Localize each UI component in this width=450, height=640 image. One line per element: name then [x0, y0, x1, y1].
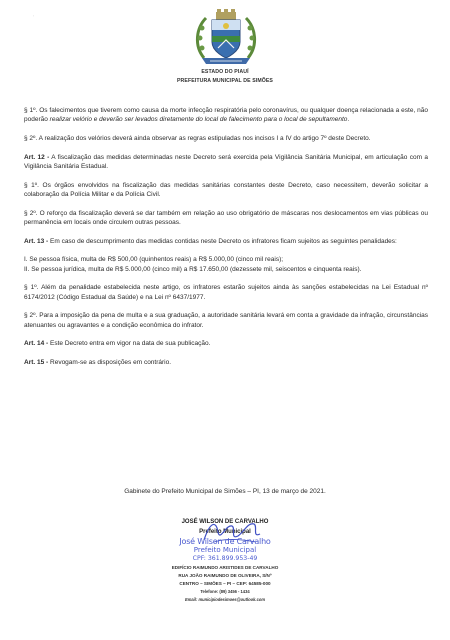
state-heading: ESTADO DO PIAUÍ: [201, 69, 249, 75]
article-14: [24, 339, 428, 348]
footer-street: RUA JOÃO RAIMUNDO DE OLIVEIRA, S/Nº: [178, 573, 272, 578]
footer-email: Email: municipiodesimoes@outlook.com: [185, 597, 265, 602]
penalty-item-1: I. Se pessoa física, multa de R$ 500,00 (quinhentos reais) a R$ 5.000,00 (cinco mil reais);: [24, 256, 284, 264]
paragraph-emphasis: realizar velório e deverão ser levados diretamente do local de falecimento para o local de sepultamento: [49, 116, 348, 124]
signatory-role: Prefeito Municipal: [199, 529, 251, 535]
paragraph-p2: [24, 134, 428, 143]
paragraph-text: Em caso de descumprimento das medidas contidas neste Decreto os infratores ficam sujeitos as seguintes penalidades:: [48, 237, 397, 245]
paragraph-p8: [24, 283, 428, 302]
footer-building: EDIFÍCIO RAIMUNDO ARISTIDES DE CARVALHO: [171, 565, 279, 570]
article-label: Art. 14 -: [24, 340, 49, 348]
paragraph-label: § 2º.: [24, 134, 38, 142]
footer-phone: Telefone: (89) 3456 - 1434: [200, 589, 250, 594]
paragraph-label: § 1º.: [24, 181, 39, 189]
paragraph-text: Este Decreto entra em vigor na data de sua publicação.: [48, 340, 211, 348]
article-label: Art. 12 -: [24, 153, 50, 161]
paragraph-label: § 2º.: [24, 209, 38, 217]
paragraph-text: Os falecimentos que tiverem como causa da morte infecção respiratória pelo coronavírus, ou qualquer doença relacionada a este, não poderão: [24, 107, 429, 124]
prefecture-heading: PREFEITURA MUNICIPAL DE SIMÕES: [177, 78, 273, 84]
paragraph-text: A realização dos velórios deverá ainda observar as regras estipuladas nos incisos I a IV do artigo 7º deste Decreto.: [37, 134, 371, 142]
article-15: [24, 358, 428, 367]
paragraph-text: .: [347, 116, 350, 124]
article-12: [24, 153, 428, 172]
article-label: Art. 15 -: [24, 358, 49, 366]
paragraph-p1: [24, 106, 428, 125]
paragraph-text: Além da penalidade estabelecida neste artigo, os infratores estarão sujeitos ainda às sanções estabelecidas na Lei Estadual nº 6174/2012 (Código Estadual da Saúde) e na Lei nº 6437/1977.: [24, 284, 429, 301]
paragraph-label: § 1º.: [24, 284, 39, 292]
penalty-item-2: II. Se pessoa jurídica, multa de R$ 5.000,00 (cinco mil) a R$ 17.650,00 (dezessete mil, seiscentos e cinquenta reais).: [24, 265, 362, 273]
stamp-name: José Wilson de Carvalho: [179, 537, 271, 546]
signatory-name: JOSÉ WILSON DE CARVALHO: [181, 519, 269, 525]
corner-mark: ': [33, 14, 34, 19]
decree-body: [24, 106, 428, 377]
paragraph-text: O reforço da fiscalização deverá se dar também em relação ao uso obrigatório de máscaras nos deslocamentos em vias públicas ou permanência em locais onde circulem outras pessoas.: [24, 209, 428, 226]
article-label: Art. 13 -: [24, 237, 49, 245]
paragraph-text: Revogam-se as disposições em contrário.: [48, 358, 172, 366]
stamp-cpf: CPF: 361.899.953-49: [192, 555, 258, 562]
article-13: [24, 237, 428, 246]
paragraph-text: Os órgãos envolvidos na fiscalização das medidas sanitárias constantes deste Decreto, caso necessitem, deverão solicitar a colaboração da Polícia Militar e da Polícia Civil.: [24, 181, 429, 198]
footer-address: CENTRO – SIMÕES – PI – CEP: 64585-000: [179, 581, 271, 586]
date-line: Gabinete do Prefeito Municipal de Simões – PI, 13 de março de 2021.: [124, 488, 326, 495]
municipal-coat-of-arms-icon: [190, 8, 262, 68]
paragraph-label: § 1º.: [24, 107, 38, 114]
paragraph-text: A fiscalização das medidas determinadas neste Decreto será exercida pela Vigilância Sanitária Municipal, em articulação com a Vigilância Sanitária Estadual.: [24, 153, 429, 170]
paragraph-text: Para a imposição da pena de multa e a sua graduação, a autoridade sanitária levará em conta a gravidade da infração, circunstâncias atenuantes ou agravantes e a condição econômica do infrator.: [24, 312, 429, 329]
paragraph-label: § 2º.: [24, 312, 38, 320]
paragraph-p4: [24, 181, 428, 200]
paragraph-p5: [24, 209, 428, 228]
paragraph-p9: [24, 311, 428, 330]
stamp-role: Prefeito Municipal: [193, 546, 257, 554]
